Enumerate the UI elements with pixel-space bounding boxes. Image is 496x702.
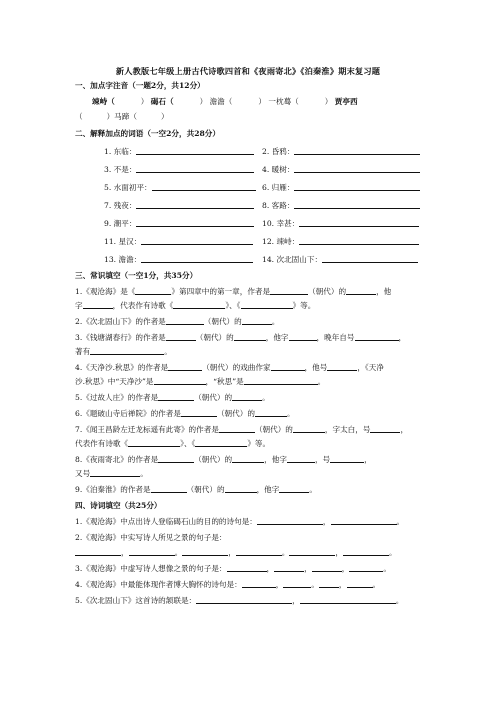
question-3-4-cont: 沙.秋思》中“天净沙”是 ，“秋思”是 。 [75, 377, 326, 386]
question-3-3: 3.《钱塘湖春行》的作者是 （朝代）的 ，他字 ，晚年自号 ， [75, 333, 407, 342]
vocab-item: 3. 不是： [104, 164, 254, 175]
vocab-item: 10. 幸甚： [262, 218, 419, 229]
pinyin-item-3: 澹澹（ [209, 97, 233, 106]
vocab-item: 7. 残夜： [104, 200, 254, 211]
pinyin-item-2: 碣石（ [150, 97, 174, 106]
vocab-item: 4. 暖树： [262, 164, 420, 175]
vocab-item: 12. 竦峙： [262, 236, 419, 247]
question-3-1-cont: 字 ，代表作有诗歌《 》、《 》等。 [75, 301, 316, 310]
page-title: 新人教版七年级上册古代诗歌四首和《夜雨寄北》《泊秦淮》期末复习题 [115, 66, 381, 76]
section-4-heading: 四、诗词填空（共25分） [75, 501, 162, 510]
question-4-4: 4.《观沧海》中最能体现作者博大胸怀的诗句是： ， 。 ， 。 [75, 580, 381, 589]
vocab-item: 6. 归雁： [262, 182, 420, 193]
vocab-item: 13. 澹澹： [104, 254, 253, 265]
question-4-2-blanks: ， 。 ， 。 ， 。 [75, 547, 397, 558]
question-3-4: 4.《天净沙.秋思》的作者是 （朝代）的戏曲作家 ，他号 ，《天净 [75, 363, 384, 372]
question-4-5: 5.《次北固山下》这首诗的颔联是： ， 。 [75, 596, 404, 605]
question-4-1: 1.《观沧海》中点出诗人登临碣石山的目的的诗句是： ， 。 [75, 517, 405, 526]
pinyin-item-1: 竦峙（ [92, 97, 115, 106]
section-2-heading: 二、解释加点的词语（一空2分，共28分） [75, 129, 220, 138]
pinyin-item-5: 贾亭西 [334, 97, 358, 106]
section-1-heading: 一、加点字注音（一题2分，共12分） [75, 81, 205, 90]
section-1-row-1: 竦峙（ ） 碣石（ ） 澹澹（ ） 一枕蓦（ ） 贾亭西 [92, 97, 358, 106]
vocab-item: 11. 星汉： [104, 236, 253, 247]
pinyin-item-6: ）马蹄（ [106, 112, 137, 121]
question-3-6: 6.《题破山寺后禅院》的作者是 （朝代）的 。 [75, 409, 295, 418]
question-3-2: 2.《次北固山下》的作者是 （朝代）的 。 [75, 317, 280, 326]
vocab-item: 8. 客路： [262, 200, 420, 211]
vocab-item: 1. 东临： [104, 146, 254, 157]
vocab-item: 2. 昏鸦： [262, 146, 420, 157]
question-3-3-cont: 著有 。 [75, 347, 172, 356]
question-3-1: 1.《观沧海》是《 》第四章中的第一章，作者是 （朝代）的 ，他 [75, 287, 392, 296]
question-4-2: 2.《观沧海》中实写诗人所见之景的句子是： [75, 533, 227, 542]
vocab-item: 5. 水面初平： [104, 182, 256, 193]
question-3-9: 9.《泊秦淮》的作者是 （朝代）的 ，他字 。 [75, 485, 317, 494]
question-3-7: 7.《闻王昌龄左迁龙标遥有此寄》的作者是 （朝代）的 ，字太白，号 ， [75, 425, 409, 434]
question-3-7-cont: 代表作有诗歌《 》、《 》等。 [75, 439, 271, 448]
pinyin-item-4: 一枕蓦（ [268, 97, 299, 106]
question-3-8-cont: 又号 。 [75, 469, 148, 478]
question-3-8: 8.《夜雨寄北》的作者是 （朝代）的 ，他字 ，号 ， [75, 455, 372, 464]
vocab-item: 9. 潮平： [104, 218, 254, 229]
section-1-row-2: （ ）马蹄（ ） [75, 112, 169, 121]
question-3-5: 5.《过故人庄》的作者是 （朝代）的 。 [75, 393, 270, 402]
question-4-3: 3.《观沧海》中虚写诗人想像之景的句子是： ， ， ， 。 [75, 564, 391, 573]
vocab-item: 14. 次北固山下： [262, 254, 418, 265]
section-3-heading: 三、常识填空（一空1分，共35分） [75, 271, 198, 280]
